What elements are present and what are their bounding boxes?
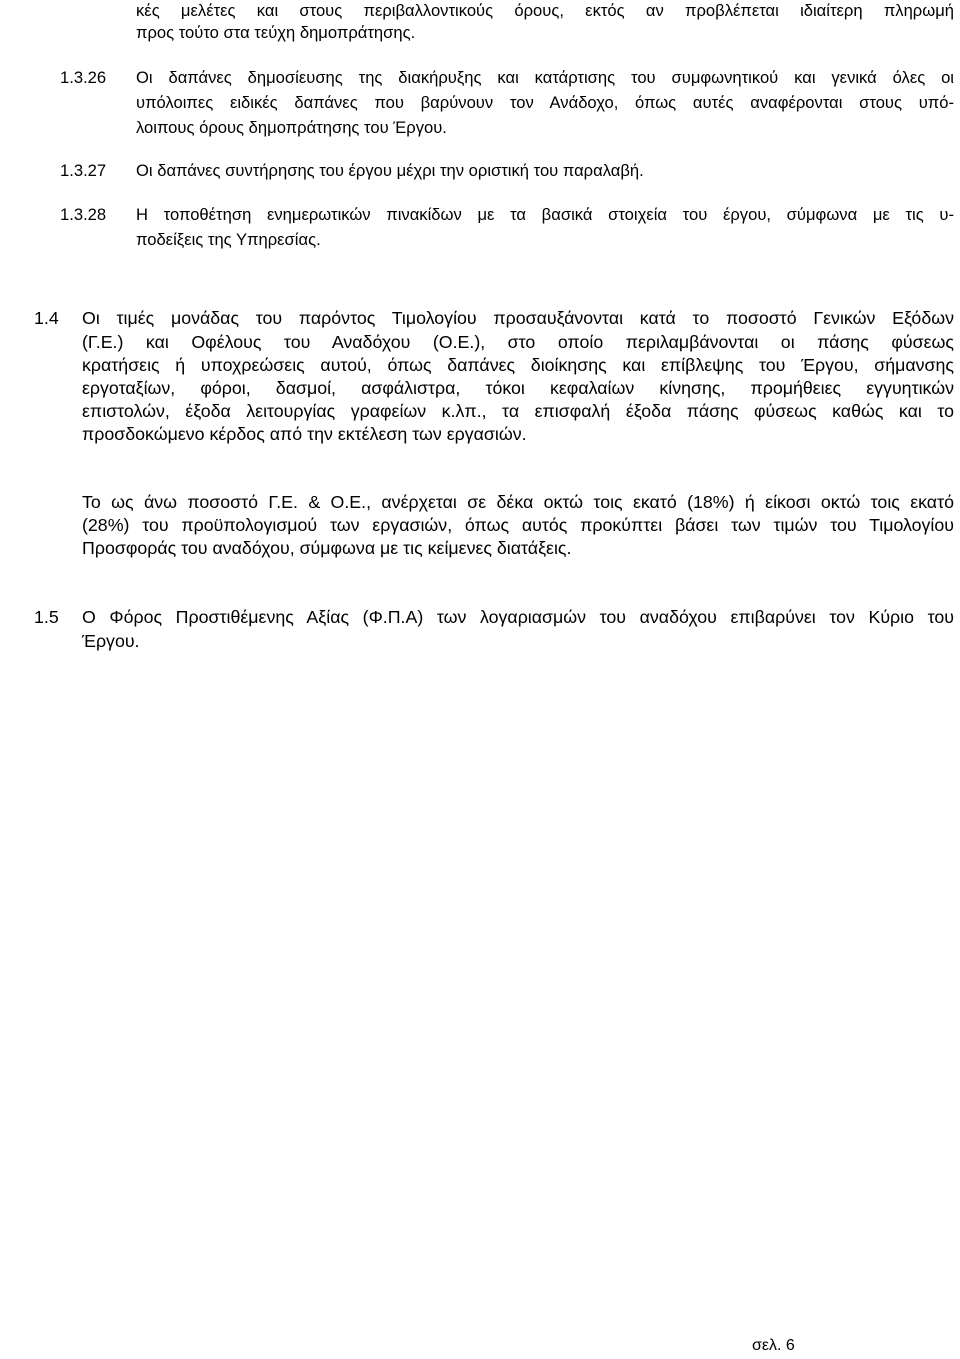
text-line: Ο Φόρος Προστιθέμενης Αξίας (Φ.Π.Α) των λογαριασμών του αναδόχου επιβαρύνει τον Κύριο του [82, 607, 954, 627]
text-line: προσδοκώμενο κέρδος από την εκτέλεση των εργασιών. [82, 424, 527, 444]
text-line: Οι τιμές μονάδας του παρόντος Τιμολογίου προσαυξάνονται κατά το ποσοστό Γενικών Εξόδων [82, 308, 954, 328]
text-line: εργοταξίων, φόροι, δασμοί, ασφάλιστρα, τόκοι κεφαλαίων κίνησης, προμήθειες εγγυητικών [82, 378, 954, 398]
text-line: λοιπους όρους δημοπράτησης του Έργου. [136, 118, 447, 137]
text-line: επιστολών, έξοδα λειτουργίας γραφείων κ.λπ., τα επισφαλή έξοδα πάσης φύσεως καθώς και το [82, 401, 954, 421]
item-number: 1.5 [34, 607, 59, 627]
text-line: ποδείξεις της Υπηρεσίας. [136, 230, 321, 249]
text-line: (28%) του προϋπολογισμού των εργασιών, όπως αυτός προκύπτει βάσει των τιμών του Τιμολογίου [82, 515, 954, 535]
item-number: 1.3.28 [60, 205, 107, 224]
text-line: κές μελέτες και στους περιβαλλοντικούς όρους, εκτός αν προβλέπεται ιδιαίτερη πληρωμή [136, 1, 954, 20]
text-line: Έργου. [82, 631, 140, 651]
page-number: σελ. 6 [752, 1337, 795, 1354]
text-line: (Γ.Ε.) και Οφέλους του Αναδόχου (Ο.Ε.), στο οποίο περιλαμβάνονται οι πάσης φύσεως [82, 332, 954, 352]
text-line: Η τοποθέτηση ενημερωτικών πινακίδων με τα βασικά στοιχεία του έργου, σύμφωνα με τις υ- [136, 205, 954, 224]
text-line: προς τούτο στα τεύχη δημοπράτησης. [136, 23, 416, 42]
text-line: Οι δαπάνες συντήρησης του έργου μέχρι την οριστική του παραλαβή. [136, 161, 644, 180]
item-number: 1.3.26 [60, 68, 107, 87]
text-line: Το ως άνω ποσοστό Γ.Ε. & Ο.Ε., ανέρχεται σε δέκα οκτώ τοις εκατό (18%) ή είκοσι οκτώ τοις εκατό [82, 492, 954, 512]
text-line: Οι δαπάνες δημοσίευσης της διακήρυξης και κατάρτισης του συμφωνητικού και γενικά όλες οι [136, 68, 954, 87]
text-line: Προσφοράς του αναδόχου, σύμφωνα με τις κείμενες διατάξεις. [82, 538, 572, 558]
text-line: κρατήσεις ή υποχρεώσεις αυτού, όπως δαπάνες διοίκησης και επίβλεψης του Έργου, σήμανσης [82, 355, 954, 375]
item-number: 1.3.27 [60, 161, 107, 180]
item-number: 1.4 [34, 308, 59, 328]
text-line: υπόλοιπες ειδικές δαπάνες που βαρύνουν τον Ανάδοχο, όπως αυτές αναφέρονται στους υπό- [136, 93, 954, 112]
